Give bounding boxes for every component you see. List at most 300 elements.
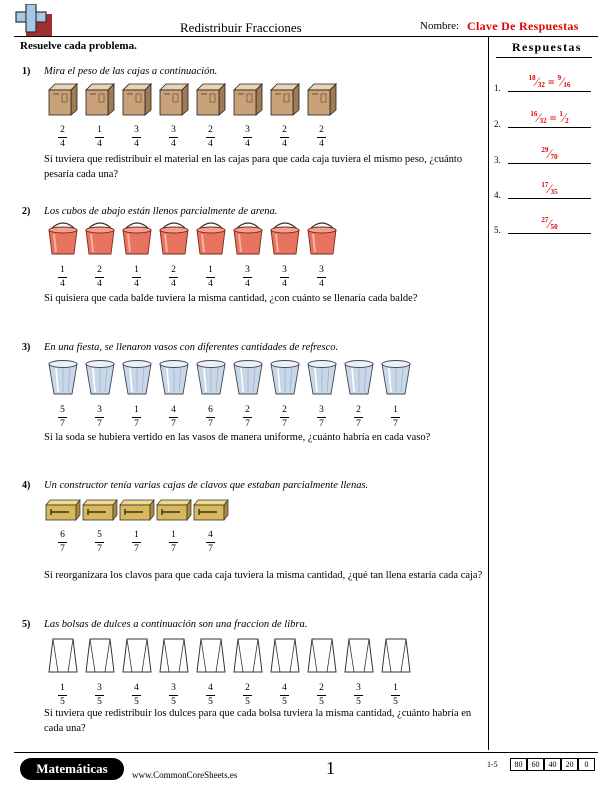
fraction [391, 405, 400, 430]
fraction [354, 405, 363, 430]
score-label: 1-5 [487, 760, 498, 769]
fraction [354, 683, 363, 708]
fraction-bar [354, 695, 363, 696]
sand-bucket-icon [305, 220, 339, 261]
question-item [81, 82, 118, 150]
fraction-bar [132, 542, 141, 543]
fraction-bar [58, 277, 67, 278]
cardboard-box-icon [269, 82, 301, 121]
question-items [44, 82, 340, 150]
fraction-bar [317, 137, 326, 138]
soda-cup-icon [121, 358, 153, 401]
question-item [340, 358, 377, 430]
answer-numerator: 29 [541, 146, 549, 154]
question-item [192, 358, 229, 430]
question-number: 4) [22, 480, 31, 491]
fraction-bar [391, 695, 400, 696]
fraction-denominator: 7 [208, 544, 213, 554]
question-item [266, 358, 303, 430]
fraction-bar [280, 695, 289, 696]
fraction [169, 405, 178, 430]
question-item [192, 82, 229, 150]
fraction [317, 125, 326, 150]
question-item [303, 636, 340, 708]
fraction-bar [95, 417, 104, 418]
fraction-numerator: 2 [282, 125, 287, 135]
answer-denominator: 2 [565, 117, 569, 125]
answer-line [508, 127, 591, 128]
fraction-bar [95, 695, 104, 696]
candy-bag-icon [379, 636, 413, 679]
fraction [317, 405, 326, 430]
fraction [58, 265, 67, 290]
fraction-bar [58, 417, 67, 418]
fraction-denominator: 5 [60, 697, 65, 707]
fraction-numerator: 4 [208, 683, 213, 693]
sand-bucket-icon [46, 220, 80, 261]
page-number: 1 [326, 758, 335, 778]
fraction-bar [95, 542, 104, 543]
fraction-numerator: 1 [208, 265, 213, 275]
fraction-denominator: 5 [356, 697, 361, 707]
fraction-numerator: 3 [171, 683, 176, 693]
fraction [58, 683, 67, 708]
fraction-denominator: 7 [171, 419, 176, 429]
sand-bucket-icon [120, 220, 154, 261]
fraction-bar [206, 137, 215, 138]
question-item [81, 358, 118, 430]
answer-numerator: 16 [530, 110, 538, 118]
answers-heading: Respuestas [512, 40, 582, 54]
fraction [58, 530, 67, 555]
answer-value [508, 216, 591, 232]
fraction-numerator: 2 [282, 405, 287, 415]
question-item [44, 82, 81, 150]
question-item [229, 358, 266, 430]
sand-bucket-icon [194, 220, 228, 261]
fraction-slash: ⁄ [562, 110, 566, 125]
soda-cup-icon [306, 358, 338, 401]
candy-bag-icon [120, 636, 154, 679]
fraction-numerator: 1 [134, 530, 139, 540]
fraction-numerator: 3 [97, 405, 102, 415]
fraction-numerator: 3 [245, 265, 250, 275]
question-item [155, 220, 192, 290]
page-title: Redistribuir Fracciones [180, 20, 302, 35]
answer-number: 4. [494, 190, 501, 200]
fraction [58, 405, 67, 430]
fraction-denominator: 7 [60, 544, 65, 554]
name-label: Nombre: [420, 20, 460, 32]
question-number: 1) [22, 66, 31, 77]
fraction-numerator: 2 [208, 125, 213, 135]
answer-denominator: 16 [563, 81, 571, 89]
sand-bucket-icon [83, 220, 117, 261]
fraction [169, 683, 178, 708]
fraction-numerator: 4 [171, 405, 176, 415]
fraction-denominator: 7 [319, 419, 324, 429]
fraction [95, 683, 104, 708]
question-item [155, 358, 192, 430]
cardboard-box-icon [121, 82, 153, 121]
answer-numerator: 17 [541, 181, 549, 189]
fraction-denominator: 7 [282, 419, 287, 429]
fraction-bar [206, 695, 215, 696]
question-items [44, 636, 414, 708]
fraction-bar [280, 417, 289, 418]
fraction-denominator: 4 [60, 279, 65, 289]
fraction [317, 265, 326, 290]
candy-bag-icon [83, 636, 117, 679]
fraction-bar [169, 695, 178, 696]
fraction-denominator: 4 [97, 139, 102, 149]
fraction-denominator: 4 [171, 139, 176, 149]
question-item [266, 636, 303, 708]
equals-sign: = [546, 111, 560, 125]
fraction-numerator: 1 [60, 683, 65, 693]
candy-bag-icon [268, 636, 302, 679]
soda-cup-icon [84, 358, 116, 401]
fraction-denominator: 5 [282, 697, 287, 707]
question-heading: Las bolsas de dulces a continuación son una fraccion de libra. [44, 619, 308, 630]
question-item [44, 499, 81, 555]
question-item [377, 358, 414, 430]
candy-bag-icon [342, 636, 376, 679]
fraction-slash: ⁄ [548, 216, 551, 231]
answer-denominator: 35 [550, 188, 558, 196]
fraction-bar [243, 417, 252, 418]
fraction [243, 125, 252, 150]
fraction-denominator: 4 [245, 139, 250, 149]
fraction-bar [58, 542, 67, 543]
fraction-denominator: 7 [356, 419, 361, 429]
fraction-bar [169, 417, 178, 418]
fraction [132, 530, 141, 555]
answer-denominator: 70 [550, 153, 558, 161]
fraction-denominator: 4 [282, 279, 287, 289]
question-item [377, 636, 414, 708]
soda-cup-icon [380, 358, 412, 401]
question-item [44, 220, 81, 290]
fraction-numerator: 2 [171, 265, 176, 275]
fraction-numerator: 2 [356, 405, 361, 415]
answer-row [494, 108, 594, 130]
question-items [44, 220, 340, 290]
answer-value [508, 181, 591, 197]
answer-line [508, 198, 591, 199]
score-box: 80 [510, 758, 527, 771]
fraction-bar [206, 277, 215, 278]
candy-bag-icon [157, 636, 191, 679]
answer-value [508, 74, 591, 90]
fraction [280, 405, 289, 430]
footer-rule [14, 752, 598, 753]
fraction [95, 125, 104, 150]
fraction [243, 265, 252, 290]
fraction-bar [132, 277, 141, 278]
equals-sign: = [544, 75, 558, 89]
fraction [132, 265, 141, 290]
question-text: Si quisiera que cada balde tuviera la misma cantidad, ¿con cuánto se llenaría cada balde? [44, 293, 418, 304]
fraction [391, 683, 400, 708]
score-box: 0 [578, 758, 595, 771]
fraction-bar [132, 417, 141, 418]
fraction-numerator: 5 [97, 530, 102, 540]
question-item [229, 220, 266, 290]
fraction-denominator: 4 [282, 139, 287, 149]
fraction-numerator: 3 [97, 683, 102, 693]
fraction-bar [243, 277, 252, 278]
fraction-numerator: 2 [319, 683, 324, 693]
question-items [44, 358, 414, 430]
fraction-numerator: 4 [282, 683, 287, 693]
question-heading: Un constructor tenía varias cajas de clavos que estaban parcialmente llenas. [44, 480, 369, 491]
fraction [95, 265, 104, 290]
fraction-slash: ⁄ [537, 110, 540, 125]
answers-heading-rule [496, 57, 592, 58]
answer-denominator: 50 [550, 223, 558, 231]
cardboard-box-icon [158, 82, 190, 121]
question-item [303, 358, 340, 430]
fraction [280, 265, 289, 290]
answer-row [494, 144, 594, 166]
sand-bucket-icon [157, 220, 191, 261]
name-value: Clave De Respuestas [467, 19, 579, 33]
soda-cup-icon [269, 358, 301, 401]
question-number: 5) [22, 619, 31, 630]
fraction-denominator: 5 [319, 697, 324, 707]
soda-cup-icon [343, 358, 375, 401]
fraction-numerator: 2 [245, 405, 250, 415]
fraction [132, 405, 141, 430]
question-item [192, 499, 229, 555]
question-item [192, 636, 229, 708]
fraction-numerator: 3 [356, 683, 361, 693]
answer-number: 3. [494, 155, 501, 165]
answer-row [494, 214, 594, 236]
fraction-denominator: 7 [97, 419, 102, 429]
fraction [280, 125, 289, 150]
fraction-slash: ⁄ [548, 146, 551, 161]
header-rule [14, 36, 598, 37]
fraction-denominator: 7 [134, 544, 139, 554]
fraction-denominator: 5 [393, 697, 398, 707]
fraction-slash: ⁄ [561, 74, 564, 89]
fraction-numerator: 1 [60, 265, 65, 275]
fraction [206, 405, 215, 430]
fraction-numerator: 2 [319, 125, 324, 135]
fraction-numerator: 1 [97, 125, 102, 135]
fraction-slash: ⁄ [535, 74, 538, 89]
question-item [266, 82, 303, 150]
fraction-denominator: 4 [208, 139, 213, 149]
fraction-denominator: 7 [171, 544, 176, 554]
nail-box-icon [156, 499, 192, 526]
question-item [155, 499, 192, 555]
question-text: Si la soda se hubiera vertido en las vasos de manera uniforme, ¿cuánto habría en cada vaso? [44, 432, 431, 443]
fraction [206, 683, 215, 708]
candy-bag-icon [46, 636, 80, 679]
fraction-bar [95, 137, 104, 138]
fraction [132, 125, 141, 150]
question-item [118, 636, 155, 708]
question-item [44, 358, 81, 430]
question-item [266, 220, 303, 290]
nail-box-icon [82, 499, 118, 526]
fraction-numerator: 1 [393, 405, 398, 415]
cardboard-box-icon [232, 82, 264, 121]
fraction-denominator: 5 [245, 697, 250, 707]
fraction-denominator: 4 [60, 139, 65, 149]
answer-numerator: 9 [557, 74, 562, 82]
fraction-numerator: 2 [245, 683, 250, 693]
fraction-denominator: 7 [393, 419, 398, 429]
fraction [132, 683, 141, 708]
question-item [81, 220, 118, 290]
plus-logo-icon [14, 4, 54, 38]
answer-column-divider [488, 36, 489, 750]
answer-number: 2. [494, 119, 501, 129]
candy-bag-icon [194, 636, 228, 679]
fraction-denominator: 4 [134, 279, 139, 289]
fraction-numerator: 3 [134, 125, 139, 135]
cardboard-box-icon [195, 82, 227, 121]
fraction [280, 683, 289, 708]
nail-box-icon [45, 499, 81, 526]
question-item [44, 636, 81, 708]
fraction-denominator: 4 [208, 279, 213, 289]
question-number: 2) [22, 206, 31, 217]
fraction-denominator: 7 [60, 419, 65, 429]
fraction-bar [317, 277, 326, 278]
fraction-bar [391, 417, 400, 418]
fraction [169, 125, 178, 150]
fraction-bar [169, 277, 178, 278]
fraction-numerator: 5 [60, 405, 65, 415]
fraction [58, 125, 67, 150]
fraction-bar [317, 695, 326, 696]
fraction-bar [169, 542, 178, 543]
fraction-numerator: 3 [319, 405, 324, 415]
fraction-numerator: 1 [134, 265, 139, 275]
fraction-denominator: 4 [319, 279, 324, 289]
answer-value [508, 110, 591, 126]
fraction [206, 265, 215, 290]
fraction-denominator: 7 [97, 544, 102, 554]
fraction-slash: ⁄ [548, 181, 551, 196]
fraction-bar [206, 542, 215, 543]
fraction-bar [354, 417, 363, 418]
question-text: Si reorganizara los clavos para que cada caja tuviera la misma cantidad, ¿qué tan llena estaría cada caja? [44, 570, 483, 581]
fraction-numerator: 3 [245, 125, 250, 135]
fraction [169, 265, 178, 290]
question-text: Si tuviera que redistribuir el material en las cajas para que cada caja tuviera el mismo peso, ¿cuánto pesaría cada una? [44, 154, 463, 180]
candy-bag-icon [305, 636, 339, 679]
question-item [155, 82, 192, 150]
answer-line [508, 233, 591, 234]
answer-row [494, 72, 594, 94]
fraction-numerator: 2 [97, 265, 102, 275]
fraction [206, 125, 215, 150]
answer-number: 5. [494, 225, 501, 235]
soda-cup-icon [47, 358, 79, 401]
question-item [229, 82, 266, 150]
answer-row [494, 179, 594, 201]
fraction-denominator: 7 [208, 419, 213, 429]
fraction-bar [58, 695, 67, 696]
fraction-bar [58, 137, 67, 138]
fraction-denominator: 4 [134, 139, 139, 149]
fraction-bar [243, 137, 252, 138]
question-item [155, 636, 192, 708]
soda-cup-icon [232, 358, 264, 401]
question-heading: En una fiesta, se llenaron vasos con diferentes cantidades de refresco. [44, 342, 339, 353]
nail-box-icon [193, 499, 229, 526]
fraction-numerator: 4 [208, 530, 213, 540]
cardboard-box-icon [47, 82, 79, 121]
fraction-numerator: 1 [393, 683, 398, 693]
question-number: 3) [22, 342, 31, 353]
fraction [243, 405, 252, 430]
fraction-numerator: 6 [60, 530, 65, 540]
fraction-denominator: 4 [245, 279, 250, 289]
instructions: Resuelve cada problema. [20, 40, 137, 52]
cardboard-box-icon [84, 82, 116, 121]
soda-cup-icon [158, 358, 190, 401]
question-items [44, 499, 229, 555]
fraction-numerator: 4 [134, 683, 139, 693]
question-item [192, 220, 229, 290]
sand-bucket-icon [231, 220, 265, 261]
fraction-denominator: 7 [134, 419, 139, 429]
fraction-denominator: 5 [97, 697, 102, 707]
fraction-bar [95, 277, 104, 278]
fraction-bar [317, 417, 326, 418]
fraction-numerator: 3 [171, 125, 176, 135]
fraction-denominator: 4 [97, 279, 102, 289]
nail-box-icon [119, 499, 155, 526]
fraction [169, 530, 178, 555]
fraction-numerator: 1 [171, 530, 176, 540]
fraction [95, 530, 104, 555]
question-item [118, 358, 155, 430]
fraction-denominator: 5 [208, 697, 213, 707]
sand-bucket-icon [268, 220, 302, 261]
answer-line [508, 163, 591, 164]
question-item [118, 82, 155, 150]
fraction-bar [132, 695, 141, 696]
question-item [118, 499, 155, 555]
question-item [118, 220, 155, 290]
answer-numerator: 1 [559, 110, 563, 118]
question-text: Si tuviera que redistribuir los dulces para que cada bolsa tuviera la misma cantidad, ¿cuánto habría en cada una? [44, 708, 472, 734]
fraction-bar [243, 695, 252, 696]
fraction [317, 683, 326, 708]
answer-line [508, 91, 591, 92]
fraction-numerator: 2 [60, 125, 65, 135]
question-heading: Mira el peso de las cajas a continuación. [44, 66, 218, 77]
question-item [81, 636, 118, 708]
cardboard-box-icon [306, 82, 338, 121]
answer-denominator: 32 [537, 81, 545, 89]
question-item [303, 220, 340, 290]
fraction-bar [206, 417, 215, 418]
fraction [206, 530, 215, 555]
fraction-bar [280, 277, 289, 278]
question-item [340, 636, 377, 708]
fraction-numerator: 1 [134, 405, 139, 415]
fraction-bar [132, 137, 141, 138]
